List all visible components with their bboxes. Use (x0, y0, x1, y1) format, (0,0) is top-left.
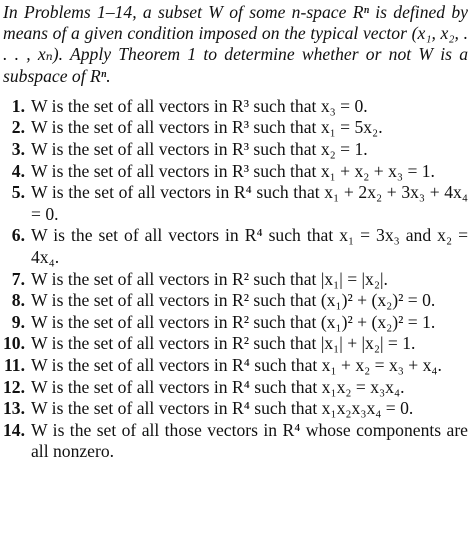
problem-list (3, 96, 468, 463)
problem-number: 9. (11, 311, 25, 332)
problem-number: 13. (3, 398, 25, 419)
problem-text: W is the set of all vectors in R² such that |x₁| + |x₂| = 1. (31, 333, 416, 354)
problem-item (3, 161, 468, 183)
problem-number: 7. (11, 268, 25, 289)
problem-number: 14. (3, 419, 25, 440)
problem-number: 12. (3, 376, 25, 397)
problem-number: 8. (11, 290, 25, 311)
problem-item (3, 269, 468, 291)
problem-item (3, 96, 468, 118)
problem-item (3, 182, 468, 225)
problem-text: W is the set of all vectors in R² such that (x₁)² + (x₂)² = 1. (31, 311, 436, 332)
problem-text: W is the set of all vectors in R² such that |x₁| = |x₂|. (31, 268, 388, 289)
problem-number: 10. (3, 333, 25, 354)
problem-number: 3. (11, 139, 25, 159)
intro-paragraph: In Problems 1–14, a subset W of some n-space Rⁿ is defined by means of a given condition imposed on the typical vector (x₁, x₂, . . . , xₙ). Apply Theorem 1 to determine whether or not W is a subspace of Rⁿ. (3, 2, 468, 86)
problem-number: 4. (11, 160, 25, 181)
problem-text: W is the set of all vectors in R⁴ such that x₁x₂ = x₃x₄. (31, 376, 405, 397)
problem-text: W is the set of all vectors in R⁴ such that x₁ + x₂ = x₃ + x₄. (31, 354, 442, 375)
problem-number: 11. (3, 354, 25, 375)
problem-item (3, 225, 468, 268)
problem-item (3, 333, 468, 355)
problem-number: 5. (11, 182, 25, 203)
problem-number: 1. (11, 95, 25, 116)
problem-text: W is the set of all those vectors in R⁴ whose components are all nonzero. (31, 419, 468, 462)
problem-text: W is the set of all vectors in R⁴ such that x₁x₂x₃x₄ = 0. (31, 398, 414, 419)
problem-text: W is the set of all vectors in R³ such that x₁ + x₂ + x₃ = 1. (31, 160, 435, 181)
problem-text: W is the set of all vectors in R² such that (x₁)² + (x₂)² = 0. (31, 290, 436, 311)
problem-item (3, 398, 468, 420)
problem-item (3, 290, 468, 312)
problem-number: 6. (11, 225, 25, 246)
problem-item (3, 139, 468, 161)
problem-text: W is the set of all vectors in R³ such that x₁ = 5x₂. (31, 117, 383, 138)
problem-text: W is the set of all vectors in R³ such that x₂ = 1. (31, 139, 368, 159)
problem-item (3, 312, 468, 334)
problem-item (3, 420, 468, 463)
problem-text: W is the set of all vectors in R⁴ such that x₁ = 3x₃ and x₂ = 4x₄. (31, 225, 468, 267)
problem-text: W is the set of all vectors in R⁴ such that x₁ + 2x₂ + 3x₃ + 4x₄ = 0. (31, 182, 468, 224)
problem-item (3, 377, 468, 399)
problem-number: 2. (11, 117, 25, 138)
problem-item (3, 355, 468, 377)
problem-text: W is the set of all vectors in R³ such that x₃ = 0. (31, 95, 368, 116)
problem-item (3, 117, 468, 139)
